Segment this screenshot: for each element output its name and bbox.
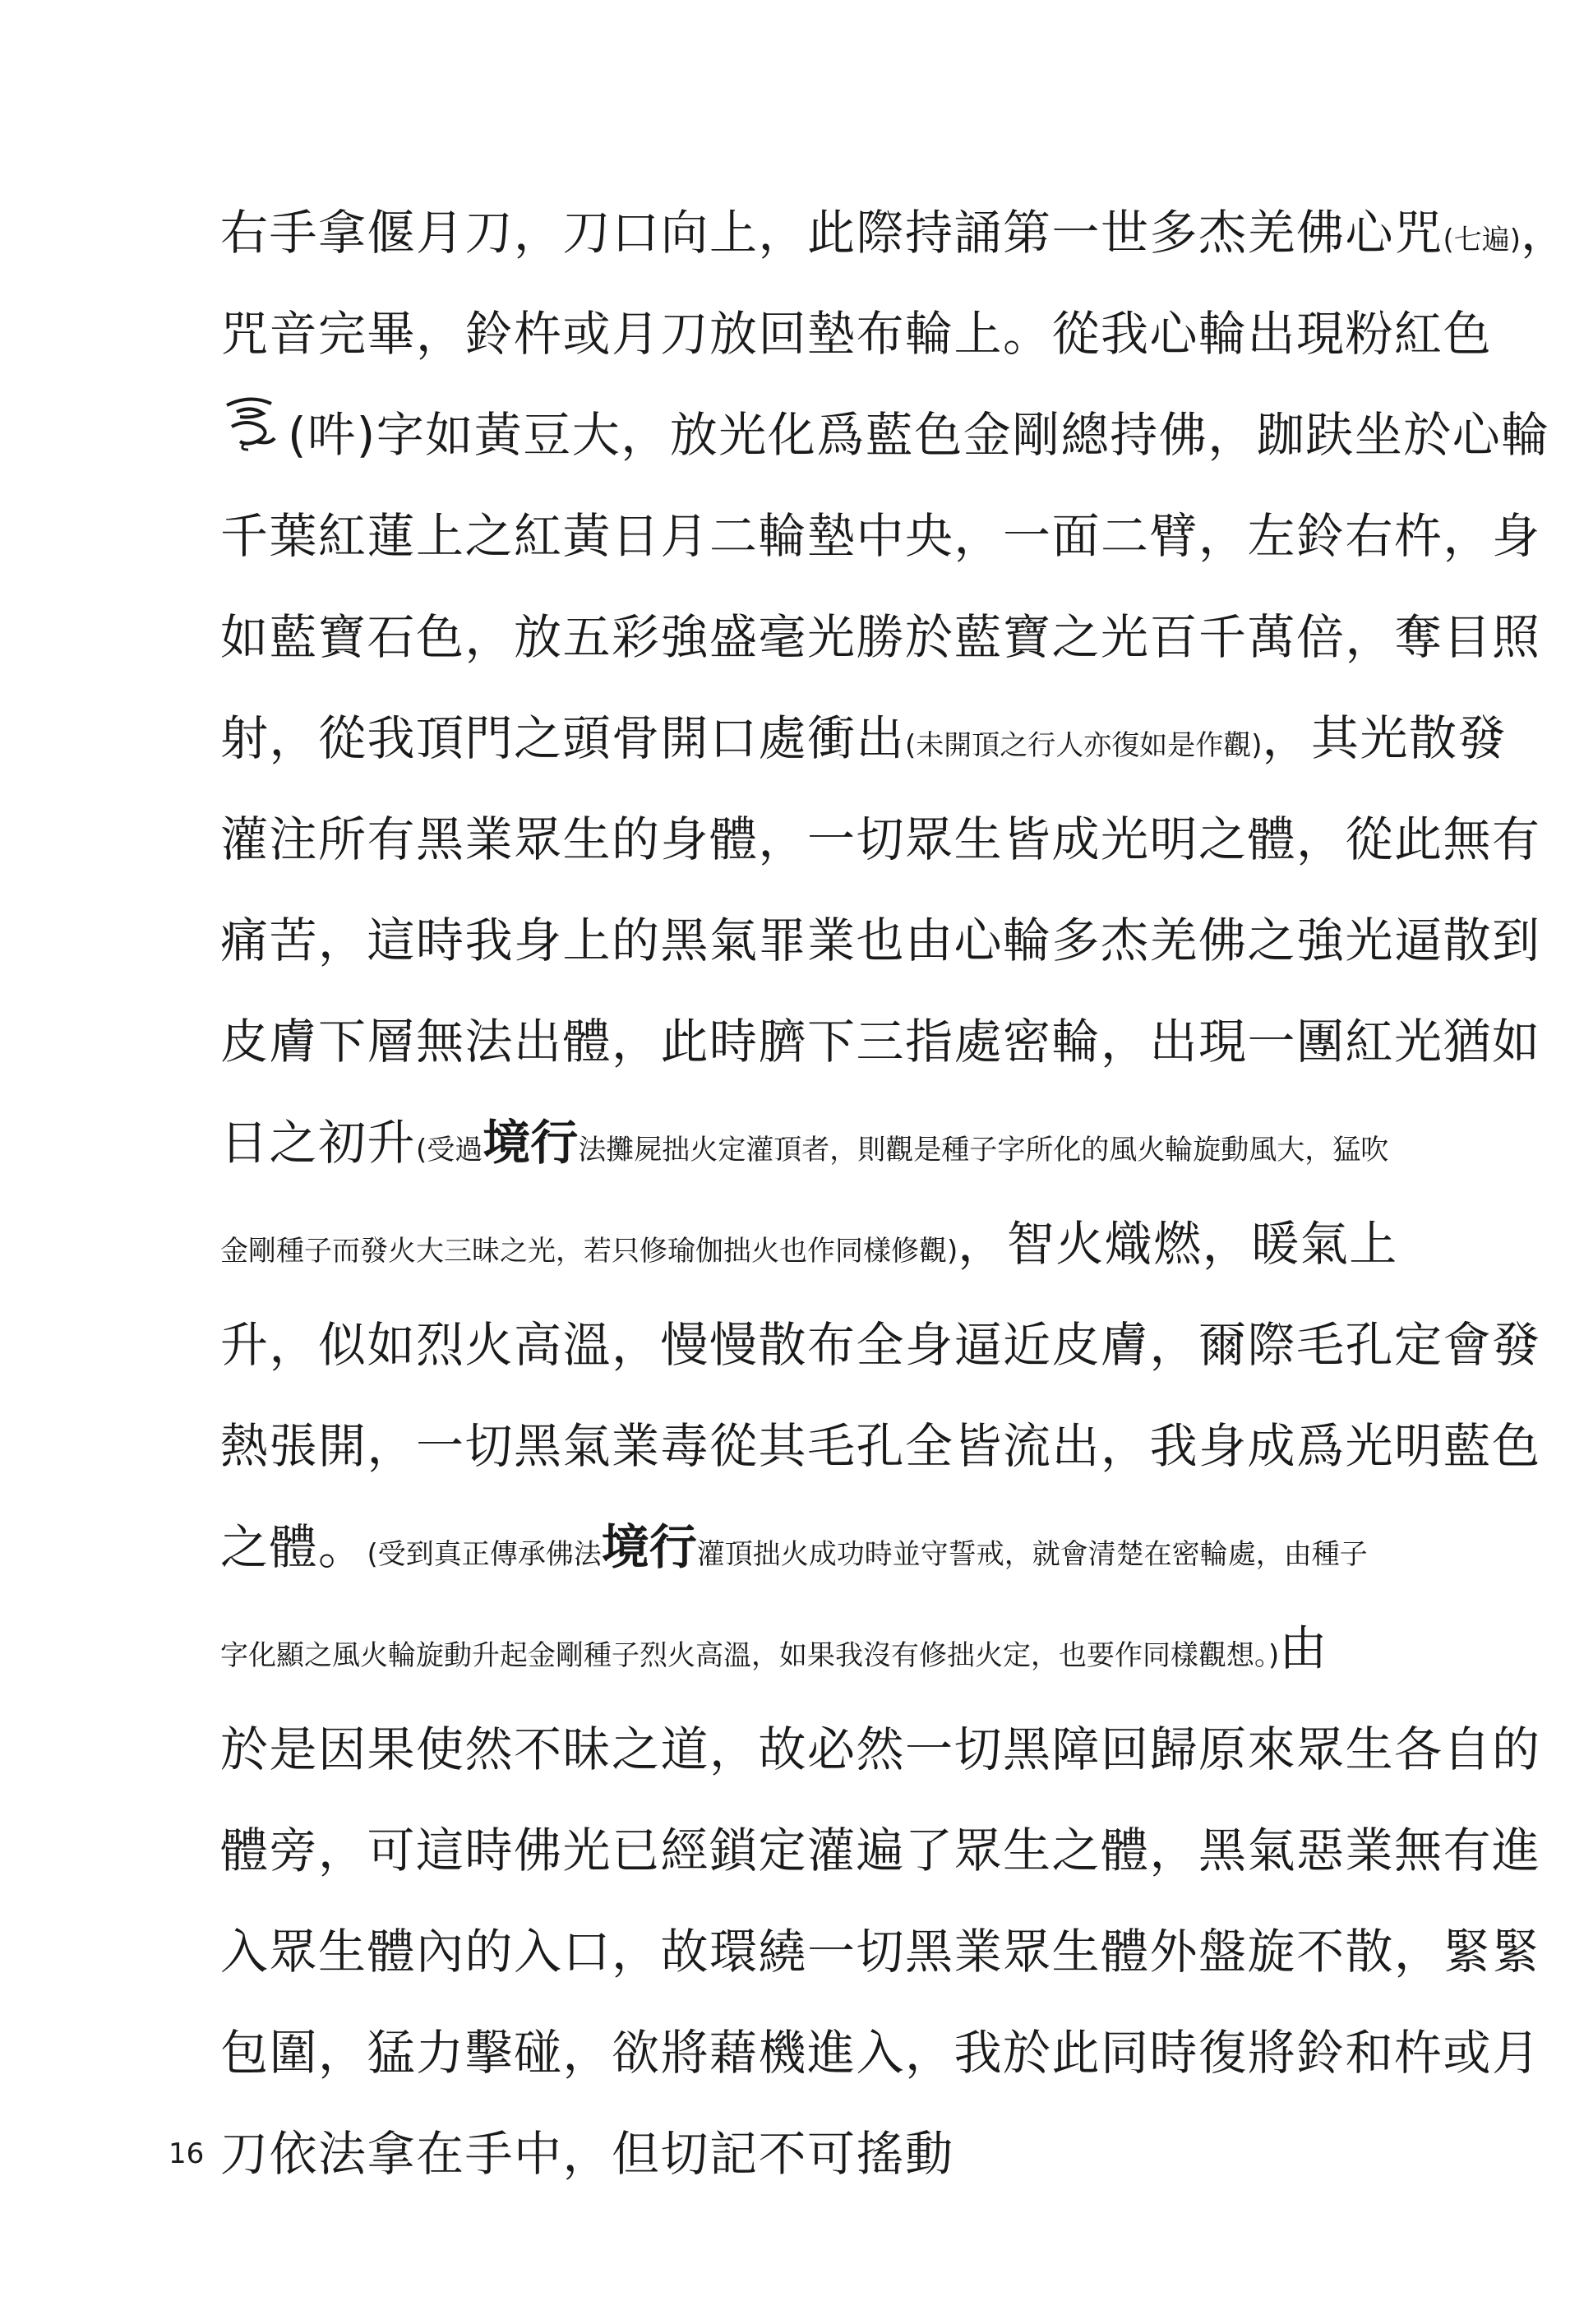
- text-line: [220, 688, 1508, 789]
- annotation-run: 灌頂拙火成功時並守誓戒，就會清楚在密輪處，由種子: [696, 1538, 1368, 1571]
- text-line: [220, 587, 1541, 688]
- text-run: (吽)字如黃豆大，放光化爲藍色金剛總持佛，跏趺坐於心輪: [288, 407, 1550, 463]
- text-line: [220, 385, 1550, 486]
- hum-seed-syllable-icon: [220, 385, 279, 442]
- text-line: [220, 890, 1541, 991]
- text-run: ，智火熾燃，暖氣上: [958, 1216, 1398, 1272]
- body-text: [220, 183, 1570, 2205]
- page-number: 16: [169, 2137, 205, 2170]
- text-run: 如藍寶石色，放五彩強盛毫光勝於藍寶之光百千萬倍，奪目照: [220, 609, 1541, 665]
- text-line: [220, 789, 1541, 890]
- annotation-run: (七遍): [1443, 224, 1522, 256]
- text-run: 由: [1279, 1620, 1328, 1676]
- text-run: 射，從我頂門之頭骨開口處衝出: [220, 710, 906, 766]
- text-line: [220, 1497, 1404, 1598]
- text-line: [220, 1598, 1404, 1699]
- text-run: 於是因果使然不昧之道，故必然一切黑障回歸原來眾生各自的: [220, 1721, 1541, 1777]
- text-line: [220, 2003, 1541, 2104]
- text-run: 痛苦，這時我身上的黑氣罪業也由心輪多杰羌佛之強光逼散到: [220, 913, 1541, 968]
- text-run: 灌注所有黑業眾生的身體，一切眾生皆成光明之體，從此無有: [220, 811, 1541, 867]
- annotation-run: (受到真正傳承佛法: [367, 1538, 602, 1571]
- text-run: ，其光散發: [1262, 710, 1508, 766]
- text-run: 咒音完畢，鈴杵或月刀放回墊布輪上。從我心輪出現粉紅色: [220, 306, 1493, 362]
- text-run: 右手拿偃月刀，刀口向上，此際持誦第一世多杰羌佛心咒: [220, 205, 1443, 261]
- text-run: 日之初升: [220, 1115, 417, 1171]
- text-run: ，: [1521, 205, 1570, 261]
- text-line: [220, 1699, 1541, 1800]
- text-line: [220, 2104, 1404, 2205]
- text-line: [220, 183, 1570, 284]
- text-line: [220, 1800, 1541, 1901]
- text-line: [220, 991, 1541, 1093]
- annotation-run: 金剛種子而發火大三昧之光，若只修瑜伽拙火也作同樣修觀): [220, 1235, 958, 1268]
- annotation-run: (未開頂之行人亦復如是作觀): [905, 729, 1263, 762]
- text-line: [220, 284, 1493, 385]
- text-line: [220, 1901, 1541, 2003]
- text-line: [220, 486, 1541, 587]
- emphasized-term: 境行: [483, 1115, 579, 1171]
- text-run: 千葉紅蓮上之紅黃日月二輪墊中央，一面二臂，左鈴右杵，身: [220, 508, 1541, 564]
- text-line: [220, 1194, 1404, 1295]
- text-line: [220, 1396, 1541, 1497]
- annotation-run: 字化顯之風火輪旋動升起金剛種子烈火高溫，如果我沒有修拙火定，也要作同樣觀想。): [220, 1639, 1280, 1672]
- emphasized-term: 境行: [601, 1519, 697, 1575]
- text-run: 入眾生體內的入口，故環繞一切黑業眾生體外盤旋不散，緊緊: [220, 1924, 1541, 1980]
- text-line: [220, 1295, 1541, 1396]
- text-run: 之體。: [220, 1519, 367, 1575]
- annotation-run: 法攤屍拙火定灌頂者，則觀是種子字所化的風火輪旋動風大，猛吹: [578, 1134, 1389, 1167]
- text-run: 包圍，猛力擊碰，欲將藉機進入，我於此同時復將鈴和杵或月: [220, 2025, 1541, 2081]
- text-run: 刀依法拿在手中，但切記不可搖動: [220, 2126, 954, 2182]
- text-run: 熱張開，一切黑氣業毒從其毛孔全皆流出，我身成爲光明藍色: [220, 1418, 1541, 1474]
- text-run: 升，似如烈火高溫，慢慢散布全身逼近皮膚，爾際毛孔定會發: [220, 1317, 1541, 1373]
- annotation-run: (受過: [416, 1134, 483, 1167]
- text-line: [220, 1093, 1404, 1194]
- text-run: 皮膚下層無法出體，此時臍下三指處密輪，出現一團紅光猶如: [220, 1014, 1541, 1070]
- text-run: 體旁，可這時佛光已經鎖定灌遍了眾生之體，黑氣惡業無有進: [220, 1823, 1541, 1878]
